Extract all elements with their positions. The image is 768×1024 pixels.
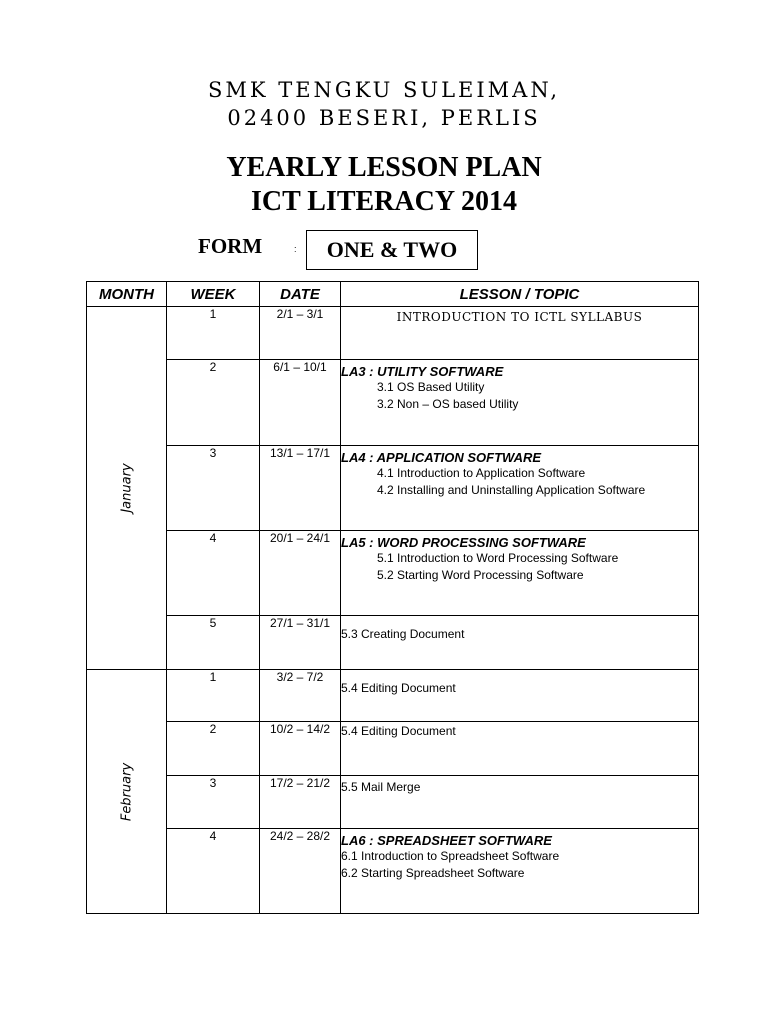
table-row	[87, 776, 699, 829]
date-cell: 2/1 – 3/1	[260, 307, 341, 360]
school-address: 02400 BESERI, PERLIS	[227, 106, 541, 130]
document-title: YEARLY LESSON PLAN	[226, 152, 542, 183]
date-cell: 20/1 – 24/1	[260, 531, 341, 616]
topic-text: INTRODUCTION TO ICTL SYLLABUS	[396, 310, 643, 324]
topic-item: 5.1 Introduction to Word Processing Software	[377, 551, 619, 565]
form-label: FORM	[198, 234, 263, 258]
column-header-date: DATE	[260, 282, 341, 307]
week-cell: 1	[167, 670, 260, 722]
table-row	[87, 829, 699, 914]
topic-cell	[341, 670, 699, 722]
date-cell: 6/1 – 10/1	[260, 360, 341, 446]
table-row	[87, 670, 699, 722]
week-cell: 4	[167, 829, 260, 914]
topic-cell	[341, 446, 699, 531]
month-label: January	[119, 463, 134, 513]
month-cell-february	[87, 670, 167, 914]
topic-text: 5.5 Mail Merge	[341, 780, 421, 794]
topic-cell	[341, 360, 699, 446]
table-row	[87, 722, 699, 776]
week-cell: 4	[167, 531, 260, 616]
learning-area-heading: LA5 : WORD PROCESSING SOFTWARE	[341, 535, 586, 550]
document-subtitle: ICT LITERACY 2014	[250, 186, 518, 217]
form-colon: :	[294, 244, 297, 254]
learning-area-heading: LA3 : UTILITY SOFTWARE	[341, 364, 504, 379]
topic-cell	[341, 307, 699, 360]
lesson-plan-table	[86, 281, 699, 914]
school-name: SMK TENGKU SULEIMAN,	[207, 78, 561, 102]
date-cell: 13/1 – 17/1	[260, 446, 341, 531]
learning-area-heading: LA4 : APPLICATION SOFTWARE	[341, 450, 542, 465]
form-value-box: ONE & TWO	[306, 230, 478, 270]
table-header-row	[87, 282, 699, 307]
table-row	[87, 307, 699, 360]
week-cell: 3	[167, 776, 260, 829]
topic-item: 4.1 Introduction to Application Software	[377, 466, 586, 480]
table-row	[87, 446, 699, 531]
table-row	[87, 616, 699, 670]
topic-item: 6.1 Introduction to Spreadsheet Software	[341, 849, 560, 863]
topic-item: 5.2 Starting Word Processing Software	[377, 568, 584, 582]
week-cell: 2	[167, 360, 260, 446]
topic-item: 4.2 Installing and Uninstalling Application Software	[377, 483, 646, 497]
topic-cell	[341, 776, 699, 829]
month-label: February	[119, 762, 134, 821]
topic-text: 5.4 Editing Document	[341, 681, 456, 695]
topic-text: 5.4 Editing Document	[341, 724, 456, 738]
date-cell: 27/1 – 31/1	[260, 616, 341, 670]
topic-item: 6.2 Starting Spreadsheet Software	[341, 866, 525, 880]
week-cell: 3	[167, 446, 260, 531]
table-row	[87, 531, 699, 616]
topic-item: 3.2 Non – OS based Utility	[377, 397, 519, 411]
week-cell: 2	[167, 722, 260, 776]
column-header-week: WEEK	[167, 282, 260, 307]
topic-cell	[341, 531, 699, 616]
date-cell: 17/2 – 21/2	[260, 776, 341, 829]
topic-text: 5.3 Creating Document	[341, 627, 465, 641]
topic-cell	[341, 722, 699, 776]
table-row	[87, 360, 699, 446]
topic-cell	[341, 616, 699, 670]
week-cell: 5	[167, 616, 260, 670]
topic-cell	[341, 829, 699, 914]
week-cell: 1	[167, 307, 260, 360]
topic-item: 3.1 OS Based Utility	[377, 380, 485, 394]
column-header-month: MONTH	[87, 282, 167, 307]
column-header-lesson-topic: LESSON / TOPIC	[341, 282, 699, 307]
month-cell-january	[87, 307, 167, 670]
date-cell: 10/2 – 14/2	[260, 722, 341, 776]
learning-area-heading: LA6 : SPREADSHEET SOFTWARE	[341, 833, 552, 848]
date-cell: 3/2 – 7/2	[260, 670, 341, 722]
date-cell: 24/2 – 28/2	[260, 829, 341, 914]
